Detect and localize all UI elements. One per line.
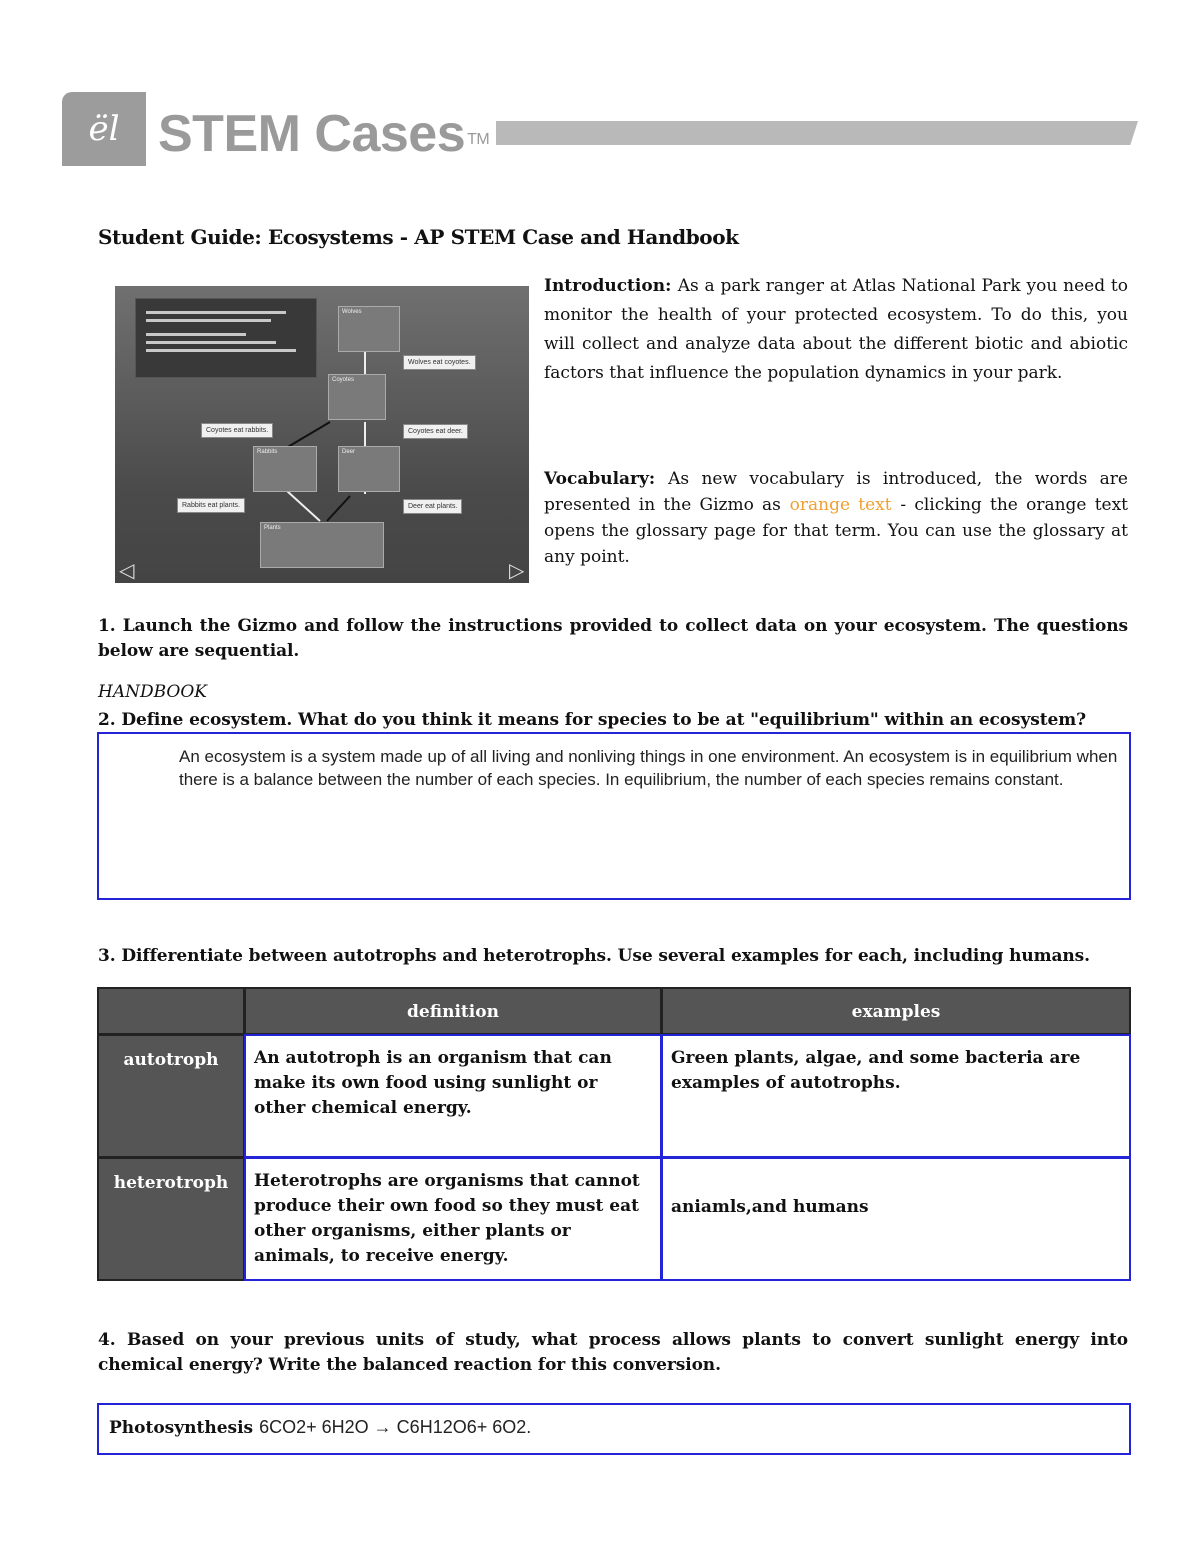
label-deer-eat: Deer eat plants. (403, 499, 462, 514)
vocab-orange-text: orange text (789, 495, 892, 515)
vocabulary-paragraph (544, 466, 1128, 570)
label-coyotes-eat-rabbits: Coyotes eat rabbits. (201, 423, 273, 438)
logo-icon: ël (88, 109, 120, 149)
trademark: TM (467, 131, 490, 148)
label-rabbits-eat: Rabbits eat plants. (177, 498, 245, 513)
question-1: 1. Launch the Gizmo and follow the instructions provided to collect data on your ecosystem. The questions below are sequential. (98, 616, 1128, 661)
next-arrow-icon: ▷ (509, 558, 525, 582)
row-label-heterotroph: heterotroph (97, 1157, 245, 1281)
wolves-node: Wolves (338, 306, 400, 352)
heterotroph-definition[interactable]: Heterotrophs are organisms that cannot produce their own food so they must eat other organisms, either plants or animals, to receive energy. (244, 1157, 662, 1281)
autotroph-examples[interactable]: Green plants, algae, and some bacteria are examples of autotrophs. (661, 1034, 1131, 1158)
answer-2-text: An ecosystem is a system made up of all living and nonliving things in one environment. An ecosystem is in equilibrium when there is a balance between the number of each species. In equilibrium, the number of each species remains constant. (179, 747, 1118, 789)
answer-4-label: Photosynthesis (109, 1418, 254, 1438)
answer-4-equation: 6CO2+ 6H2O → C6H12O6+ 6O2. (259, 1417, 532, 1437)
autotroph-definition[interactable]: An autotroph is an organism that can make its own food using sunlight or other chemical energy. (244, 1034, 662, 1158)
table-corner (97, 987, 245, 1035)
answer-4-box[interactable] (97, 1403, 1131, 1455)
page-title: Student Guide: Ecosystems - AP STEM Case and Handbook (98, 225, 739, 249)
introduction-paragraph (544, 272, 1128, 388)
plants-node: Plants (260, 522, 384, 568)
heterotroph-examples[interactable]: aniamls,and humans (661, 1157, 1131, 1281)
rabbits-node: Rabbits (253, 446, 317, 492)
label-coyotes-eat-deer: Coyotes eat deer. (403, 424, 468, 439)
brand-name: STEM Cases (158, 105, 466, 163)
header-band (496, 121, 1138, 145)
intro-label: Introduction: (544, 276, 672, 296)
col-header-definition: definition (244, 987, 662, 1035)
handbook-heading: HANDBOOK (98, 682, 207, 702)
answer-4-content (109, 1417, 531, 1438)
col-header-examples: examples (661, 987, 1131, 1035)
autotroph-heterotroph-table (97, 987, 1131, 1281)
vocab-text-after: - clicking the orange text opens the glossary page for that term. You can use the glossary at any point. (544, 495, 1129, 567)
prev-arrow-icon: ◁ (119, 558, 135, 582)
brand-title (158, 104, 489, 164)
answer-2-box[interactable] (97, 732, 1131, 900)
intro-text: As a park ranger at Atlas National Park you need to monitor the health of your protected ecosystem. To do this, you will collect and analyze data about the different biotic and abiotic factors that influence the population dynamics in your park. (544, 276, 1128, 383)
label-wolves-eat: Wolves eat coyotes. (403, 355, 476, 370)
question-3: 3. Differentiate between autotrophs and heterotrophs. Use several examples for each, including humans. (98, 946, 1090, 966)
vocab-label: Vocabulary: (544, 469, 656, 489)
question-4: 4. Based on your previous units of study, what process allows plants to convert sunlight energy into chemical energy? Write the balanced reaction for this conversion. (98, 1330, 1128, 1375)
question-2: 2. Define ecosystem. What do you think it means for species to be at "equilibrium" within an ecosystem? (98, 710, 1086, 730)
gizmo-screenshot (115, 286, 529, 583)
coyotes-node: Coyotes (328, 374, 386, 420)
row-label-autotroph: autotroph (97, 1034, 245, 1158)
vocab-text-before: As new vocabulary is introduced, the words are presented in the Gizmo as (544, 469, 1128, 515)
deer-node: Deer (338, 446, 400, 492)
